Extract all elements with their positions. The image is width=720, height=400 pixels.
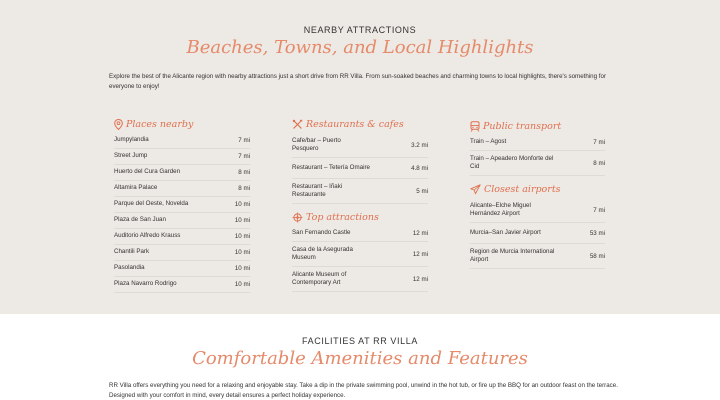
place-name: Auditorio Alfredo Krauss — [114, 232, 181, 240]
restaurants-list — [292, 117, 428, 292]
list-item — [470, 151, 605, 176]
attraction-distance: 12 mi — [412, 250, 428, 258]
airport-name: Alicante–Elche Miguel Hernández Airport — [470, 201, 531, 217]
list-item — [114, 277, 250, 293]
airport-name: Region de Murcia International Airport — [470, 247, 555, 263]
list-item — [470, 223, 605, 244]
restaurant-name: Restaurant – Iñaki Restaurante — [292, 182, 343, 198]
place-name: Huerto del Cura Garden — [114, 168, 181, 176]
public-transport-heading — [470, 119, 605, 133]
place-name: Pasolandia — [114, 264, 145, 272]
public-transport-list — [470, 119, 605, 269]
cutlery-icon — [292, 119, 303, 130]
place-name: Street Jump — [114, 152, 148, 160]
list-item — [114, 181, 250, 197]
restaurant-distance: 3.2 mi — [411, 141, 428, 149]
public-transport-title: Public transport — [483, 120, 562, 132]
places-nearby-list — [114, 117, 250, 293]
place-name: Jumpylandia — [114, 136, 149, 144]
place-name: Parque del Oeste, Novelda — [114, 200, 189, 208]
list-item — [114, 261, 250, 277]
closest-airports-heading — [470, 182, 605, 196]
airplane-icon — [470, 184, 481, 195]
place-distance: 7 mi — [238, 153, 250, 160]
restaurants-title: Restaurants & cafes — [306, 118, 404, 130]
place-name: Altamira Palace — [114, 184, 158, 192]
list-item — [292, 242, 428, 267]
place-distance: 10 mi — [234, 201, 250, 208]
attraction-name: Casa de la Asegurada Museum — [292, 245, 353, 261]
list-item — [292, 133, 428, 158]
section-intro: Explore the best of the Alicante region with nearby attractions just a short drive from RR Villa. From sun-soaked beaches and charming towns to local highlights, there's something for everyone to enjoy! — [109, 73, 607, 90]
airport-distance: 7 mi — [593, 206, 605, 214]
transport-distance: 7 mi — [593, 139, 605, 146]
restaurant-name: Cafe/bar – Puerto Pesquero — [292, 136, 341, 152]
transport-distance: 8 mi — [593, 159, 605, 167]
airport-name: Murcia–San Javier Airport — [470, 228, 541, 236]
attraction-name: San Fernando Castle — [292, 229, 351, 237]
attraction-icon — [292, 212, 303, 223]
closest-airports-title: Closest airports — [484, 183, 561, 195]
restaurant-distance: 5 mi — [416, 187, 428, 195]
attraction-distance: 12 mi — [412, 275, 428, 283]
list-item — [470, 198, 605, 223]
list-item — [292, 226, 428, 242]
map-pin-icon — [114, 119, 123, 130]
place-name: Plaza de San Juan — [114, 216, 166, 224]
list-item — [114, 197, 250, 213]
places-nearby-title: Places nearby — [126, 118, 194, 130]
restaurant-name: Restaurant – Tetería Omaire — [292, 163, 370, 171]
place-distance: 10 mi — [234, 233, 250, 240]
facilities-heading: Comfortable Amenities and Features — [192, 348, 528, 369]
section-heading: Beaches, Towns, and Local Highlights — [186, 37, 534, 58]
place-distance: 10 mi — [234, 265, 250, 272]
transport-name: Train – Agost — [470, 138, 507, 146]
airport-distance: 53 mi — [589, 229, 605, 237]
attraction-name: Alicante Museum of Contemporary Art — [292, 270, 347, 286]
place-distance: 8 mi — [238, 185, 250, 192]
transport-name: Train – Apeadero Monforte del Cid — [470, 154, 554, 170]
place-distance: 7 mi — [238, 137, 250, 144]
facilities-eyebrow: FACILITIES AT RR VILLA — [302, 336, 418, 346]
top-attractions-heading — [292, 210, 428, 224]
place-distance: 10 mi — [234, 217, 250, 224]
list-item — [114, 229, 250, 245]
list-item — [292, 267, 428, 292]
place-distance: 8 mi — [238, 169, 250, 176]
list-item — [114, 149, 250, 165]
place-distance: 10 mi — [234, 249, 250, 256]
place-distance: 10 mi — [234, 281, 250, 288]
restaurant-distance: 4.8 mi — [411, 164, 428, 172]
airport-distance: 58 mi — [589, 252, 605, 260]
section-eyebrow: NEARBY ATTRACTIONS — [303, 25, 417, 35]
restaurants-heading — [292, 117, 428, 131]
list-item — [114, 133, 250, 149]
place-name: Chantili Park — [114, 248, 150, 256]
train-icon — [470, 121, 480, 132]
attraction-distance: 12 mi — [412, 230, 428, 237]
list-item — [292, 158, 428, 179]
list-item — [114, 165, 250, 181]
list-item — [470, 135, 605, 151]
list-item — [114, 245, 250, 261]
facilities-intro: RR Villa offers everything you need for a relaxing and enjoyable stay. Take a dip in the private swimming pool, unwind in the hot tub, or fire up the BBQ for an outdoor feast on the terrace. Designed with your comfort in mind, every detail ensures a perfect holiday experience. — [109, 382, 618, 399]
place-name: Plaza Navarro Rodrigo — [114, 280, 177, 288]
top-attractions-title: Top attractions — [306, 211, 379, 223]
list-item — [292, 179, 428, 204]
places-nearby-heading — [114, 117, 250, 131]
list-item — [114, 213, 250, 229]
list-item — [470, 244, 605, 269]
